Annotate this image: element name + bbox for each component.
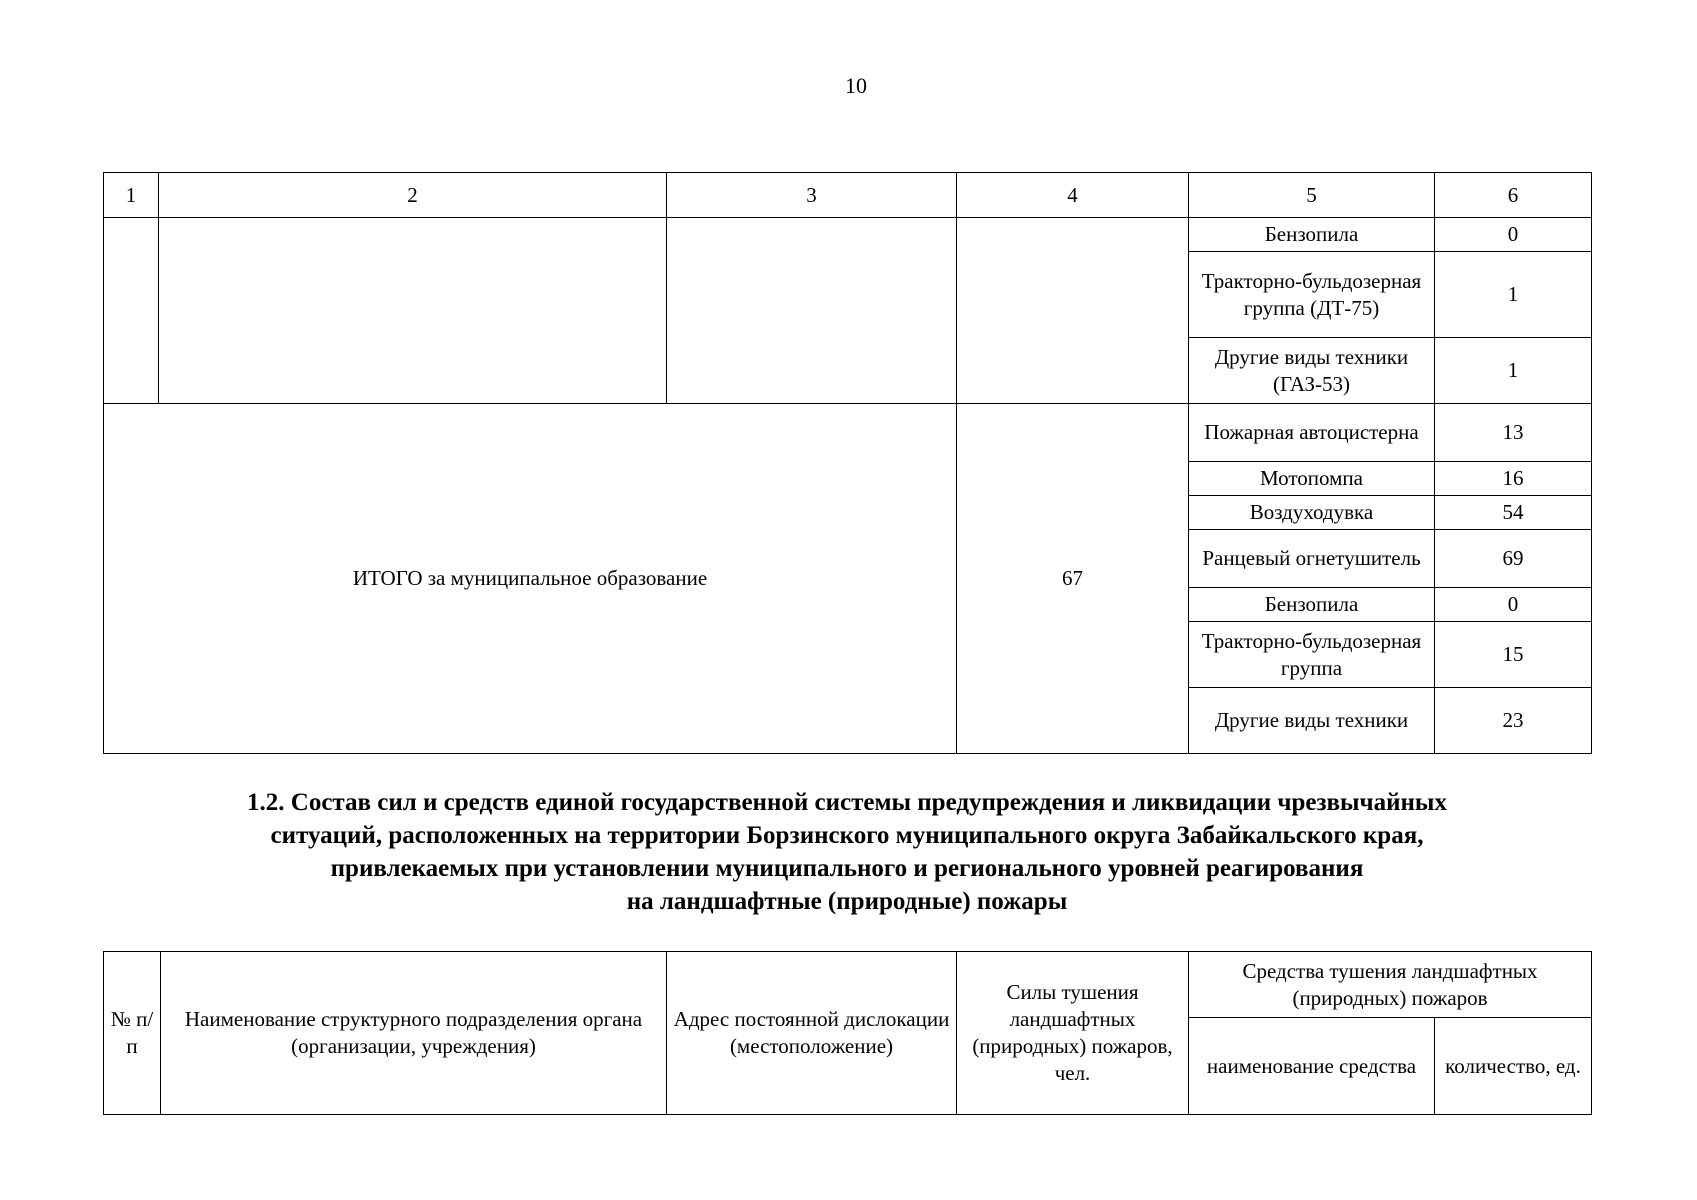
total-row (104, 404, 1592, 462)
equipment-quantity: 15 (1435, 622, 1592, 688)
equipment-name: Тракторно-бульдозерная группа (ДТ-75) (1189, 252, 1435, 338)
header-means-name: наименование средства (1189, 1018, 1435, 1115)
empty-cell-unit (159, 218, 667, 404)
table-row (104, 218, 1592, 252)
header-address: Адрес постоянной дислокации (местоположение) (667, 952, 957, 1115)
section-heading-line: привлекаемых при установлении муниципального и регионального уровней реагирования (330, 855, 1364, 882)
equipment-quantity: 1 (1435, 252, 1592, 338)
column-number-3: 3 (667, 173, 957, 218)
equipment-quantity: 13 (1435, 404, 1592, 462)
forces-and-means-table-header (103, 951, 1592, 1115)
equipment-name: Другие виды техники (ГАЗ-53) (1189, 338, 1435, 404)
section-heading-line: на ландшафтные (природные) пожары (626, 888, 1068, 915)
equipment-quantity: 16 (1435, 462, 1592, 496)
column-number-5: 5 (1189, 173, 1435, 218)
header-row (104, 952, 1592, 1018)
equipment-quantity: 54 (1435, 496, 1592, 530)
equipment-quantity: 1 (1435, 338, 1592, 404)
equipment-name: Бензопила (1189, 588, 1435, 622)
equipment-name: Бензопила (1189, 218, 1435, 252)
header-number: № п/п (104, 952, 161, 1115)
total-label: ИТОГО за муниципальное образование (104, 404, 957, 754)
column-number-2: 2 (159, 173, 667, 218)
header-forces: Силы тушения ландшафтных (природных) пожаров, чел. (957, 952, 1189, 1115)
equipment-quantity: 69 (1435, 530, 1592, 588)
equipment-name: Ранцевый огнетушитель (1189, 530, 1435, 588)
equipment-name: Тракторно-бульдозерная группа (1189, 622, 1435, 688)
section-heading-line: ситуаций, расположенных на территории Борзинского муниципального округа Забайкальского края, (270, 822, 1424, 849)
page-number: 10 (845, 73, 867, 98)
header-unit-name: Наименование структурного подразделения органа (организации, учреждения) (161, 952, 667, 1115)
column-number-1: 1 (104, 173, 159, 218)
equipment-name: Пожарная автоцистерна (1189, 404, 1435, 462)
equipment-table-continuation (103, 172, 1592, 754)
equipment-name: Мотопомпа (1189, 462, 1435, 496)
equipment-name: Воздуходувка (1189, 496, 1435, 530)
column-number-6: 6 (1435, 173, 1592, 218)
equipment-quantity: 0 (1435, 218, 1592, 252)
column-number-row (104, 173, 1592, 218)
empty-cell-number (104, 218, 159, 404)
section-heading-line: 1.2. Состав сил и средств единой государственной системы предупреждения и ликвидации чрезвычайных (247, 789, 1447, 816)
total-forces: 67 (957, 404, 1189, 754)
empty-cell-forces (957, 218, 1189, 404)
empty-cell-address (667, 218, 957, 404)
section-heading (103, 786, 1591, 918)
equipment-quantity: 0 (1435, 588, 1592, 622)
header-means-quantity: количество, ед. (1435, 1018, 1592, 1115)
header-means: Средства тушения ландшафтных (природных) пожаров (1189, 952, 1592, 1018)
column-number-4: 4 (957, 173, 1189, 218)
equipment-name: Другие виды техники (1189, 688, 1435, 754)
equipment-quantity: 23 (1435, 688, 1592, 754)
